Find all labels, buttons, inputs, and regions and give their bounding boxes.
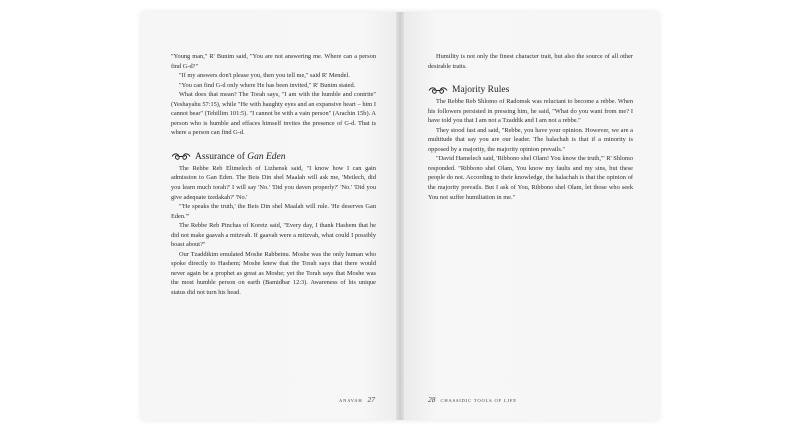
section-heading-text: Assurance of bbox=[195, 151, 248, 162]
paragraph: "Young man," R' Bunim said, "You are not answering me. Where can a person find G-d?" bbox=[171, 53, 376, 70]
paragraph: "You can find G-d only where He has been invited," R' Bunim stated. bbox=[179, 81, 356, 89]
paragraph: The Rebbe Reb Shlomo of Radomsk was reluctant to become a rebbe. When his followers persisted in pressing him, he said, "What do you want from me? I have told you that I am not a Tzaddik and I am not a rebbe." bbox=[428, 98, 633, 125]
section-heading-text: Majority Rules bbox=[452, 85, 510, 96]
paragraph: "David Hamelech said, 'Ribbono shel Olam! You know the truth,'" R' Shlomo responded. "Ribbono shel Olam, You know my faults and my sins, but these people do not. According to their knowledge, the halachah is that the opinion of the majority prevails. But I ask of You, Ribbono shel Olam, let those who seek You not suffer humiliation in me." bbox=[428, 155, 633, 201]
paragraph: They stood fast and said, "Rebbe, you have your opinion. However, we are a multitude that say you are our leader. The halachah is that if a minority is opposed by a majority, the majority opinion prevails." bbox=[428, 126, 633, 153]
page-number: 28 bbox=[428, 395, 436, 404]
book-gutter bbox=[396, 12, 404, 420]
section-heading-italic: Gan Eden bbox=[247, 151, 286, 162]
left-page bbox=[141, 12, 400, 420]
paragraph: The Rebbe Reb Elimelech of Lizhensk said, "I know how I can gain admission to Gan Eden. The Beis Din shel Maalah will ask me, 'Meilech, did you learn much torah?' I will say 'No.' 'Did you daven properly?' 'No.' 'Did you give adequate tzedakah?' 'No.' bbox=[171, 164, 376, 201]
right-page-text bbox=[428, 52, 633, 202]
paragraph: "'He speaks the truth,' the Beis Din shel Maalah will rule. 'He deserves Gan Eden.'" bbox=[171, 203, 376, 220]
book-spread bbox=[141, 12, 659, 420]
left-page-text bbox=[171, 52, 376, 298]
paragraph: What does that mean? The Torah says, "I am with the humble and contrite" (Yeshayahu 57:15), while "He with haughty eyes and an expansive heart – him I cannot bear" (Tehillim 101:5). "I cannot be with a vain person" (Arachin 15b). A person who is humble and effaces himself invites the presence of G-d. That is where a person can find G-d. bbox=[171, 91, 376, 137]
right-page-footer bbox=[428, 395, 517, 404]
section-heading-assurance bbox=[171, 151, 376, 163]
paragraph: Our Tzaddikim emulated Moshe Rabbeinu. Moshe was the only human who spoke directly to Hashem; Moshe knew that the Torah says that there would never again be a prophet as great as Moshe; yet the Torah says that Moshe was the most humble person on earth (Bamidbar 12:3). Awareness of his unique status did not turn his head. bbox=[171, 250, 376, 297]
paragraph: "If my answers don't please you, then you tell me," said R' Mendel. bbox=[179, 72, 350, 80]
running-footer-label: CHASSIDIC TOOLS OF LIFE bbox=[440, 398, 517, 403]
left-page-footer bbox=[339, 395, 375, 404]
flourish-ornament-icon bbox=[171, 152, 191, 161]
right-page bbox=[400, 12, 659, 420]
flourish-ornament-icon bbox=[428, 86, 448, 95]
paragraph: Humility is not only the finest character trait, but also the source of all other desirable traits. bbox=[428, 53, 633, 70]
running-footer-label: ANAVAH bbox=[338, 398, 363, 403]
paragraph: The Rebbe Reb Pinchas of Koretz said, "Every day, I thank Hashem that he did not make gaavah a mitzvah. If gaavah were a mitzvah, what could I possibly boast about?" bbox=[171, 222, 376, 249]
page-number: 27 bbox=[367, 395, 375, 404]
section-heading-majority bbox=[428, 84, 633, 96]
